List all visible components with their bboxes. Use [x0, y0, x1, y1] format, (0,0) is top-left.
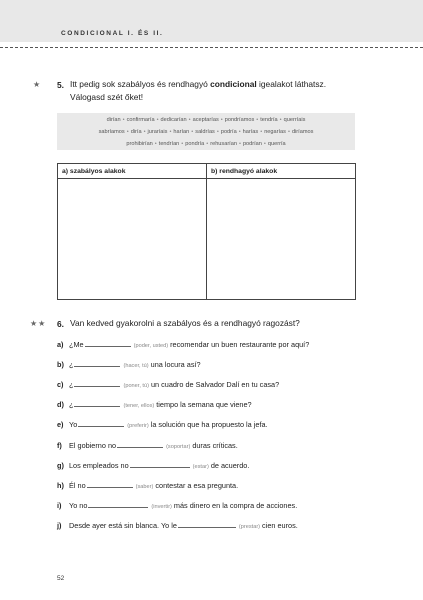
exercise-letter: d): [57, 400, 64, 410]
exercise-text-after: tiempo la semana que viene?: [156, 400, 252, 410]
task-5-text-line2: Válogasd szét őket!: [70, 91, 144, 102]
answer-blank[interactable]: [74, 379, 120, 387]
word-bank-item: diríamos: [291, 129, 314, 135]
word-bank-item: juraríais: [147, 129, 168, 135]
answer-blank[interactable]: [74, 399, 120, 407]
exercise-item: [57, 379, 279, 389]
word-bank-item: harías: [242, 129, 259, 135]
difficulty-star-icon: ★: [33, 80, 42, 89]
task-5-instruction: [70, 78, 326, 103]
task-5-number: 5.: [57, 80, 64, 90]
column-header-irregular: b) rendhagyó alakok: [207, 164, 356, 179]
exercise-item: [57, 399, 252, 409]
exercise-text-before: ¿: [69, 360, 74, 370]
answer-blank[interactable]: [117, 440, 163, 448]
answer-blank[interactable]: [87, 480, 133, 488]
sorting-table: [57, 163, 356, 300]
word-bank-item: aceptarías: [192, 117, 219, 123]
page-number: 52: [57, 575, 65, 582]
column-header-regular: a) szabályos alakok: [58, 164, 207, 179]
exercise-text-before: ¿: [69, 380, 74, 390]
word-bank-item: tendrían: [158, 141, 180, 147]
exercise-text-after: una locura así?: [150, 360, 201, 370]
exercise-text-after: contestar a esa pregunta.: [155, 480, 239, 490]
answer-blank[interactable]: [85, 339, 131, 347]
word-bank-item: saldrías: [195, 129, 215, 135]
exercise-item: [57, 339, 309, 349]
word-bank-item: negarías: [264, 129, 286, 135]
exercise-text-before: Desde ayer está sin blanca. Yo le: [69, 520, 177, 530]
word-bank-item: querríais: [283, 117, 306, 123]
verb-hint: (hacer, tú): [123, 363, 149, 370]
word-bank: [57, 113, 355, 150]
task-5-keyword: condicional: [210, 79, 257, 89]
verb-hint: (prestar): [238, 523, 261, 530]
verb-hint: (tener, ellos): [123, 403, 155, 410]
bullet-separator: •: [143, 129, 146, 135]
bullet-separator: •: [238, 129, 241, 135]
exercise-text-after: más dinero en la compra de acciones.: [173, 500, 298, 510]
bullet-separator: •: [256, 117, 259, 123]
bullet-separator: •: [287, 129, 290, 135]
word-bank-item: pondríamos: [224, 117, 255, 123]
word-bank-item: podrían: [242, 141, 262, 147]
irregular-forms-cell[interactable]: [207, 179, 356, 300]
exercise-letter: g): [57, 460, 64, 470]
task-5-text-before: Itt pedig sok szabályos és rendhagyó: [70, 79, 211, 89]
exercise-letter: e): [57, 420, 64, 430]
bullet-separator: •: [169, 129, 172, 135]
exercise-letter: h): [57, 480, 64, 490]
word-bank-item: dedicarían: [160, 117, 187, 123]
word-bank-item: dirían: [106, 117, 121, 123]
bullet-separator: •: [220, 117, 223, 123]
exercise-letter: a): [57, 340, 64, 349]
word-bank-item: pondría: [185, 141, 205, 147]
exercise-text-before: Yo: [69, 420, 78, 430]
exercise-text-before: Yo no: [69, 500, 88, 510]
word-bank-item: podría: [220, 129, 237, 135]
exercise-item: [57, 480, 238, 490]
task-5-text-after: igealakot láthatsz.: [256, 79, 327, 89]
chapter-title: CONDICIONAL I. ÉS II.: [61, 30, 164, 37]
answer-blank[interactable]: [78, 419, 124, 427]
word-bank-line: [57, 114, 355, 126]
exercise-item: [57, 520, 298, 530]
verb-hint: (poder, usted): [133, 343, 169, 349]
word-bank-item: confirmaría: [126, 117, 155, 123]
regular-forms-cell[interactable]: [58, 179, 207, 300]
exercise-letter: j): [57, 520, 62, 530]
answer-blank[interactable]: [74, 359, 120, 367]
exercise-text-before: Él no: [69, 480, 86, 490]
verb-hint: (invertir): [151, 503, 172, 510]
exercise-item: [57, 419, 268, 429]
bullet-separator: •: [181, 141, 184, 147]
exercise-text-before: ¿Me: [69, 340, 84, 349]
bullet-separator: •: [279, 117, 282, 123]
word-bank-item: prohibirían: [126, 141, 153, 147]
word-bank-item: sabríamos: [98, 129, 125, 135]
bullet-separator: •: [154, 141, 157, 147]
word-bank-item: harían: [173, 129, 190, 135]
exercise-item: [57, 460, 249, 470]
bullet-separator: •: [126, 129, 129, 135]
exercise-text-before: Los empleados no: [69, 460, 129, 470]
verb-hint: (preferir): [127, 423, 149, 430]
bullet-separator: •: [188, 117, 191, 123]
bullet-separator: •: [206, 141, 209, 147]
answer-blank[interactable]: [178, 520, 236, 528]
exercise-text-after: un cuadro de Salvador Dalí en tu casa?: [150, 380, 280, 390]
verb-hint: (estar): [192, 463, 209, 470]
task-6-title: Van kedved gyakorolni a szabályos és a rendhagyó ragozást?: [70, 318, 300, 328]
exercise-item: [57, 359, 201, 369]
exercise-letter: i): [57, 500, 62, 510]
exercise-text-after: cien euros.: [262, 520, 298, 530]
verb-hint: (poner, tú): [123, 383, 149, 390]
difficulty-stars-icon: ★★: [30, 319, 47, 328]
answer-blank[interactable]: [130, 460, 190, 468]
exercise-text-before: El gobierno no: [69, 440, 117, 450]
word-bank-line: [57, 138, 355, 150]
exercise-letter: f): [57, 440, 62, 450]
word-bank-item: rehusarían: [210, 141, 237, 147]
exercise-letter: b): [57, 360, 64, 370]
word-bank-line: [57, 126, 355, 138]
verb-hint: (saber): [135, 483, 154, 490]
dashed-divider: [0, 47, 423, 48]
bullet-separator: •: [216, 129, 219, 135]
word-bank-item: tendría: [260, 117, 278, 123]
task-6-number: 6.: [57, 319, 64, 329]
exercise-item: [57, 500, 297, 510]
word-bank-item: diría: [130, 129, 142, 135]
bullet-separator: •: [263, 141, 266, 147]
word-bank-item: querría: [267, 141, 286, 147]
exercise-letter: c): [57, 380, 64, 390]
bullet-separator: •: [238, 141, 241, 147]
exercise-text-after: recomendar un buen restaurante por aquí?: [170, 340, 310, 349]
bullet-separator: •: [156, 117, 159, 123]
exercise-text-after: de acuerdo.: [210, 460, 250, 470]
bullet-separator: •: [122, 117, 125, 123]
bullet-separator: •: [191, 129, 194, 135]
answer-blank[interactable]: [88, 500, 148, 508]
exercise-text-after: duras críticas.: [192, 440, 238, 450]
bullet-separator: •: [260, 129, 263, 135]
verb-hint: (soportar): [166, 443, 191, 450]
exercise-text-after: la solución que ha propuesto la jefa.: [150, 420, 268, 430]
exercise-item: [57, 440, 238, 450]
exercise-text-before: ¿: [69, 400, 74, 410]
